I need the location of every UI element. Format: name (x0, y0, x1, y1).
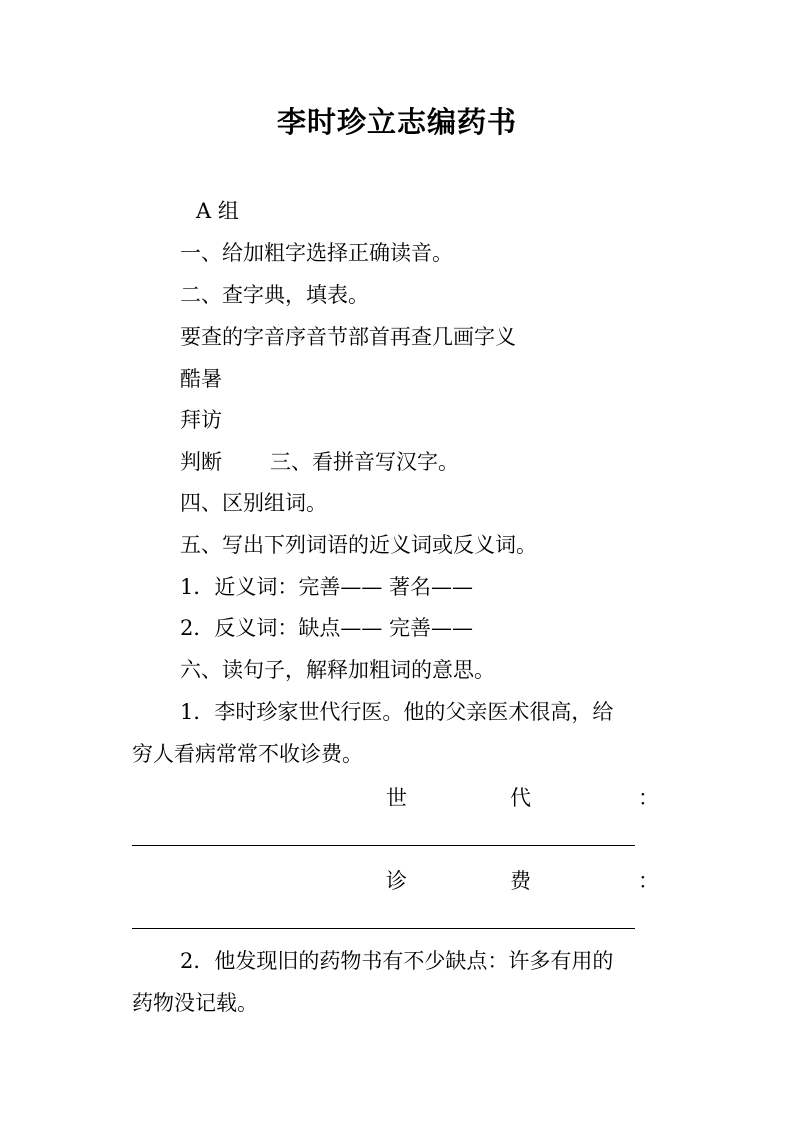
sentence-2-line-1: 2．他发现旧的药物书有不少缺点：许多有用的 (180, 949, 614, 973)
question-3: 三、看拼音写汉字。 (270, 450, 459, 474)
term-1-colon: ： (638, 786, 659, 810)
term-2-colon: ： (638, 869, 659, 893)
term-2-char-1: 诊 (386, 869, 407, 893)
term-row-1 (132, 782, 662, 812)
sentence-1-line-1: 1．李时珍家世代行医。他的父亲医术很高，给 (180, 700, 614, 724)
question-1: 一、给加粗字选择正确读音。 (180, 241, 453, 265)
question-5: 五、写出下列词语的近义词或反义词。 (180, 533, 537, 557)
table-header: 要查的字音序音节部首再查几画字义 (180, 325, 516, 349)
table-row-3-word: 判断 (180, 450, 222, 474)
question-2: 二、查字典，填表。 (180, 283, 369, 307)
table-row-2: 拜访 (180, 408, 222, 432)
sentence-2-line-2: 药物没记载。 (132, 991, 258, 1015)
answer-line-1[interactable] (132, 845, 635, 846)
sentence-1-line-2: 穷人看病常常不收诊费。 (132, 742, 363, 766)
question-6: 六、读句子，解释加粗词的意思。 (180, 658, 495, 682)
question-4: 四、区别组词。 (180, 491, 327, 515)
term-1-char-1: 世 (386, 786, 407, 810)
table-row-1: 酷暑 (180, 367, 222, 391)
group-label: A 组 (196, 199, 239, 223)
table-row-3 (180, 449, 459, 475)
page-title: 李时珍立志编药书 (276, 105, 517, 139)
term-2-char-2: 费 (510, 869, 531, 893)
answer-line-2[interactable] (132, 928, 635, 929)
synonym-line: 1．近义词：完善—— 著名—— (180, 575, 474, 599)
antonym-line: 2．反义词：缺点—— 完善—— (180, 616, 474, 640)
term-row-2 (132, 865, 662, 895)
term-1-char-2: 代 (510, 786, 531, 810)
